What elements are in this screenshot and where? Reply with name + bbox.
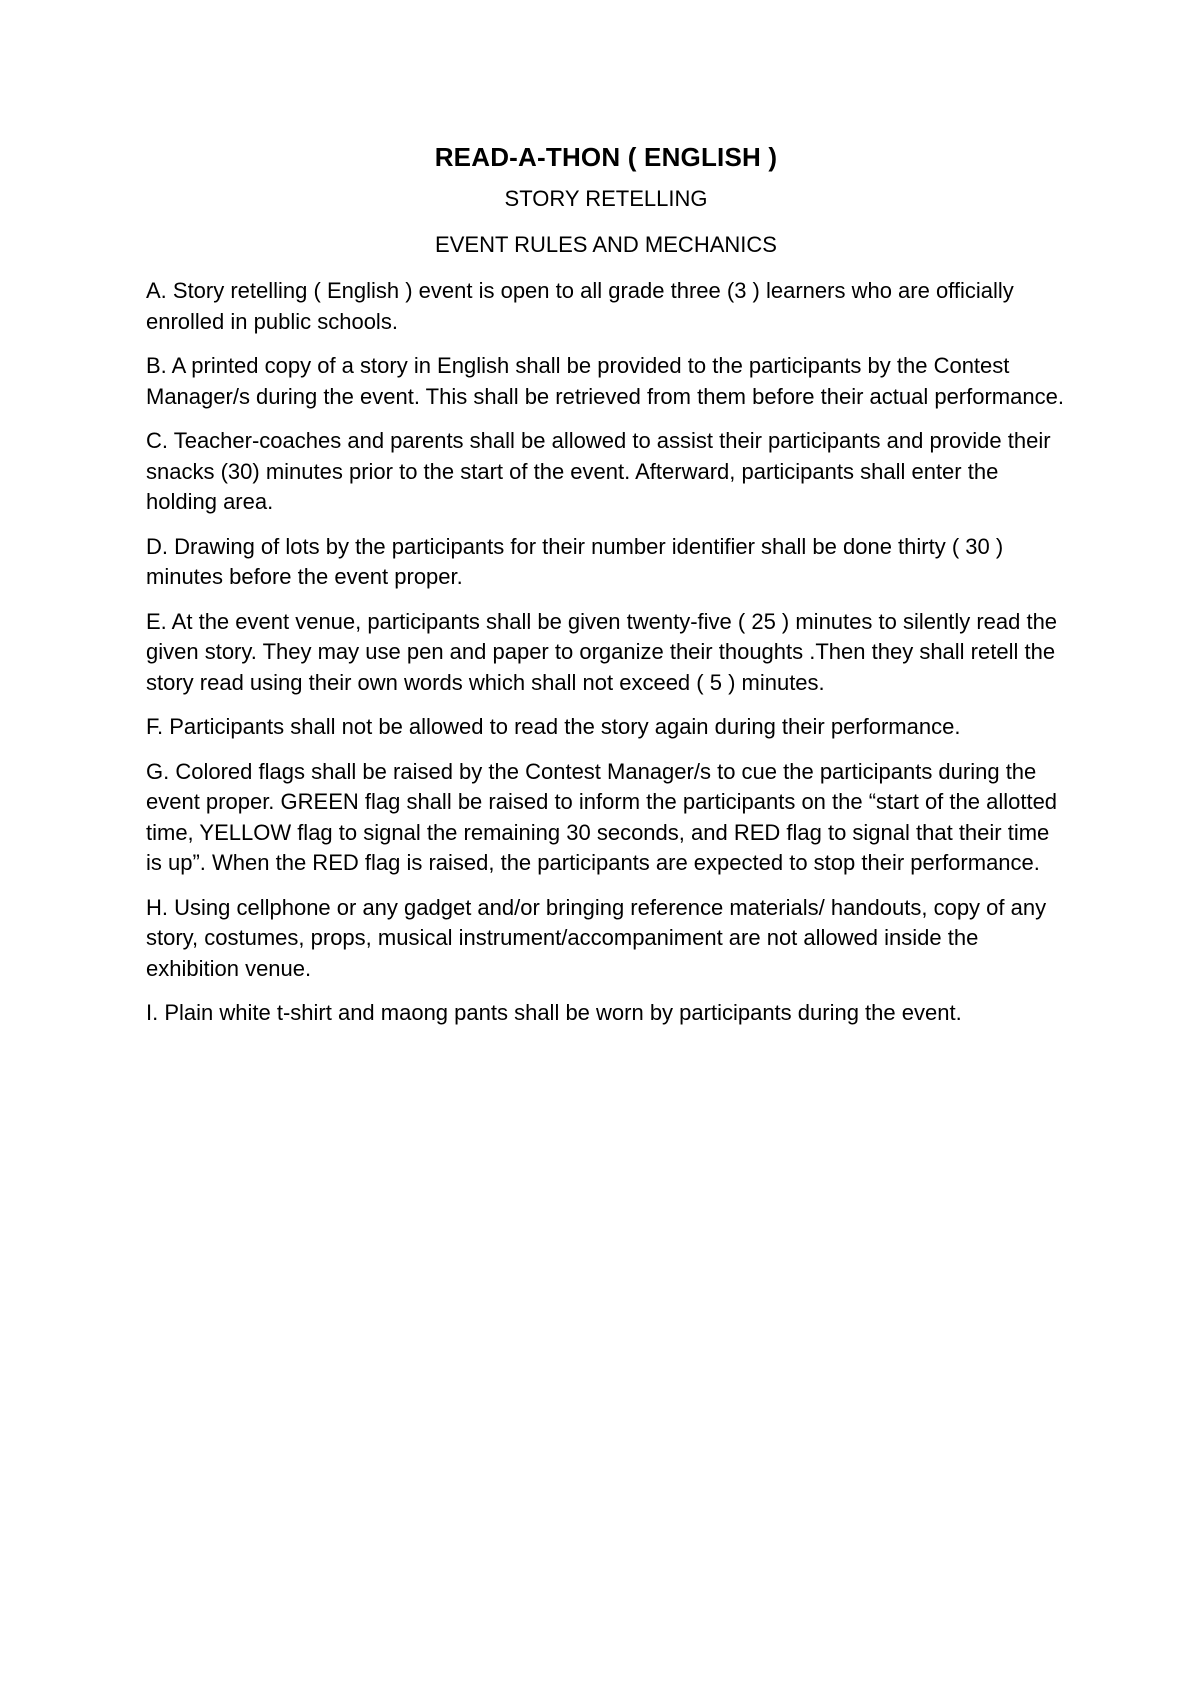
rule-item-g: G. Colored flags shall be raised by the Contest Manager/s to cue the participants during the event proper. GREEN flag shall be raised to inform the participants on the “start of the allotted time, YELLOW flag to signal the remaining 30 seconds, and RED flag to signal that their time is up”. When the RED flag is raised, the participants are expected to stop their performance. — [146, 758, 1058, 875]
document-subtitle: STORY RETELLING — [504, 186, 708, 211]
section-heading: EVENT RULES AND MECHANICS — [435, 232, 777, 257]
document-body — [146, 140, 1066, 1043]
rules-list — [146, 276, 1066, 1029]
rule-item-h: H. Using cellphone or any gadget and/or bringing reference materials/ handouts, copy of any story, costumes, props, musical instrument/accompaniment are not allowed inside the exhibition venue. — [146, 894, 1047, 981]
rule-item-f: F. Participants shall not be allowed to read the story again during their performance. — [146, 714, 961, 739]
rule-item-c: C. Teacher-coaches and parents shall be allowed to assist their participants and provide their snacks (30) minutes prior to the start of the event. Afterward, participants shall enter the holding area. — [146, 428, 1051, 514]
rule-item-a: A. Story retelling ( English ) event is open to all grade three (3 ) learners who are officially enrolled in public schools. — [146, 278, 1014, 334]
rule-item-e: E. At the event venue, participants shall be given twenty-five ( 25 ) minutes to silently read the given story. They may use pen and paper to organize their thoughts .Then they shall retell the story read using their own words which shall not exceed ( 5 ) minutes. — [146, 608, 1058, 695]
rule-item-b: B. A printed copy of a story in English shall be provided to the participants by the Contest Manager/s during the event. This shall be retrieved from them before their actual performance. — [146, 353, 1064, 409]
rule-item-d: D. Drawing of lots by the participants for their number identifier shall be done thirty ( 30 ) minutes before the event proper. — [146, 533, 1004, 589]
document-title: READ-A-THON ( ENGLISH ) — [434, 142, 778, 172]
rule-item-i: I. Plain white t-shirt and maong pants shall be worn by participants during the event. — [146, 1000, 962, 1025]
